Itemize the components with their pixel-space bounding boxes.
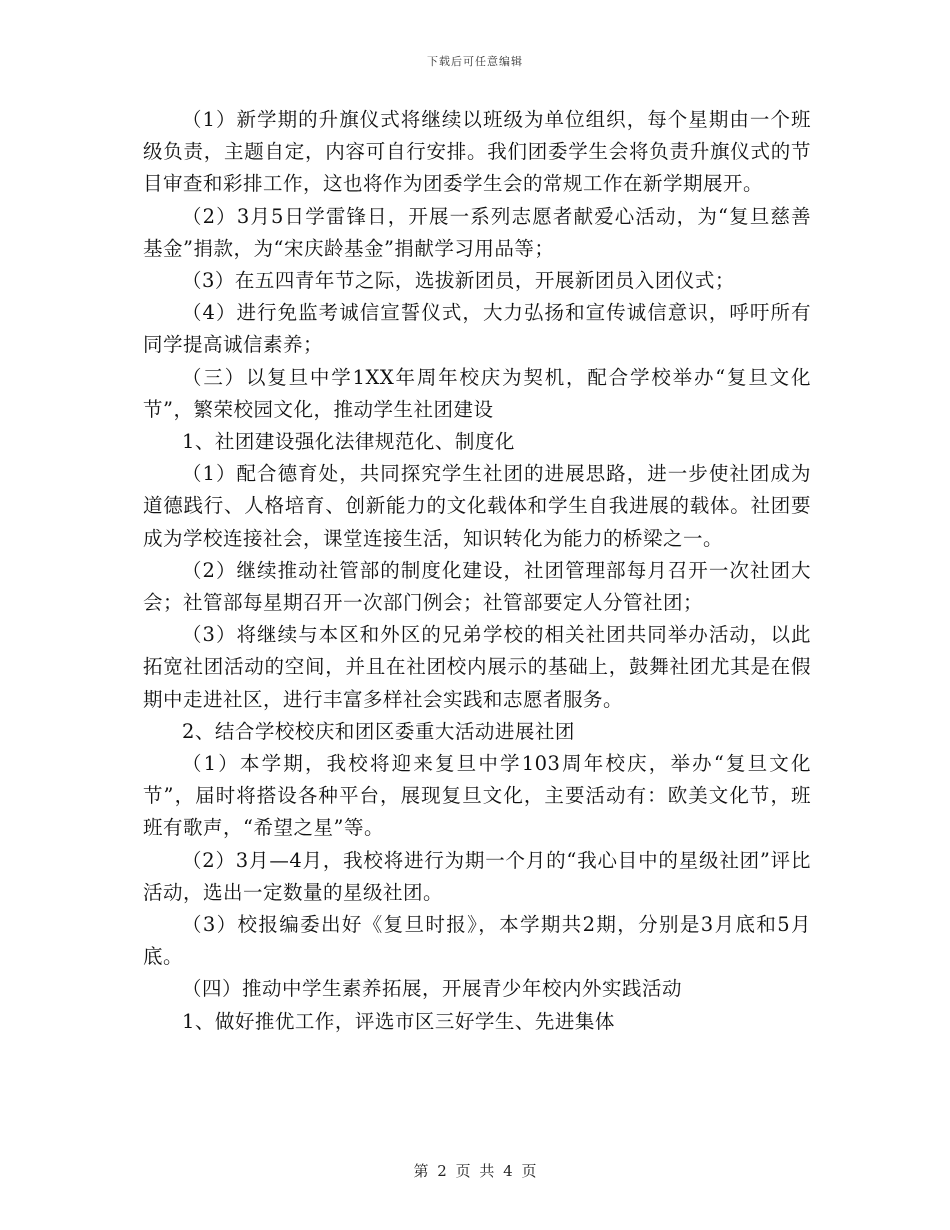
paragraph: （3）校报编委出好《复旦时报》，本学期共2期，分别是3月底和5月底。	[143, 913, 811, 969]
paragraph: （1）新学期的升旗仪式将继续以班级为单位组织，每个星期由一个班级负责，主题自定，内容可自行安排。我们团委学生会将负责升旗仪式的节目审查和彩排工作，这也将作为团委学生会的常规工作在新学期展开。	[143, 108, 811, 196]
subsection-heading: 2、结合学校校庆和团区委重大活动进展社团	[182, 719, 575, 743]
paragraph: （2）3月—4月，我校将进行为期一个月的“我心目中的星级社团”评比活动，选出一定数量的星级社团。	[143, 848, 811, 904]
section-heading: （三）以复旦中学1XX年周年校庆为契机，配合学校举办“复旦文化节”，繁荣校园文化，推动学生社团建设	[143, 365, 811, 421]
page-number: 第 2 页 共 4 页	[413, 1162, 537, 1180]
paragraph: （2）3月5日学雷锋日，开展一系列志愿者献爱心活动，为“复旦慈善基金”捐款，为“宋庆龄基金”捐献学习用品等；	[143, 204, 811, 260]
subsection-heading: 1、社团建设强化法律规范化、制度化	[182, 430, 515, 454]
subsection-heading: 1、做好推优工作，评选市区三好学生、先进集体	[182, 1009, 615, 1033]
paragraph: （1）配合德育处，共同探究学生社团的进展思路，进一步使社团成为道德践行、人格培育、创新能力的文化载体和学生自我进展的载体。社团要成为学校连接社会，课堂连接生活，知识转化为能力的桥梁之一。	[143, 462, 811, 550]
section-heading: （四）推动中学生素养拓展，开展青少年校内外实践活动	[182, 977, 683, 1001]
paragraph: （3）在五四青年节之际，选拔新团员，开展新团员入团仪式；	[182, 269, 735, 293]
paragraph: （3）将继续与本区和外区的兄弟学校的相关社团共同举办活动，以此拓宽社团活动的空间，并且在社团校内展示的基础上，鼓舞社团尤其是在假期中走进社区，进行丰富多样社会实践和志愿者服务。	[143, 623, 811, 711]
header-note: 下载后可任意编辑	[427, 55, 523, 68]
paragraph: （2）继续推动社管部的制度化建设，社团管理部每月召开一次社团大会；社管部每星期召开一次部门例会；社管部要定人分管社团；	[143, 558, 811, 615]
document-body	[143, 104, 811, 1038]
paragraph: （4）进行免监考诚信宣誓仪式，大力弘扬和宣传诚信意识，呼吁所有同学提高诚信素养；	[143, 301, 811, 357]
paragraph: （1）本学期，我校将迎来复旦中学103周年校庆，举办“复旦文化节”，届时将搭设各种平台，展现复旦文化，主要活动有：欧美文化节，班班有歌声，“希望之星”等。	[143, 752, 811, 840]
